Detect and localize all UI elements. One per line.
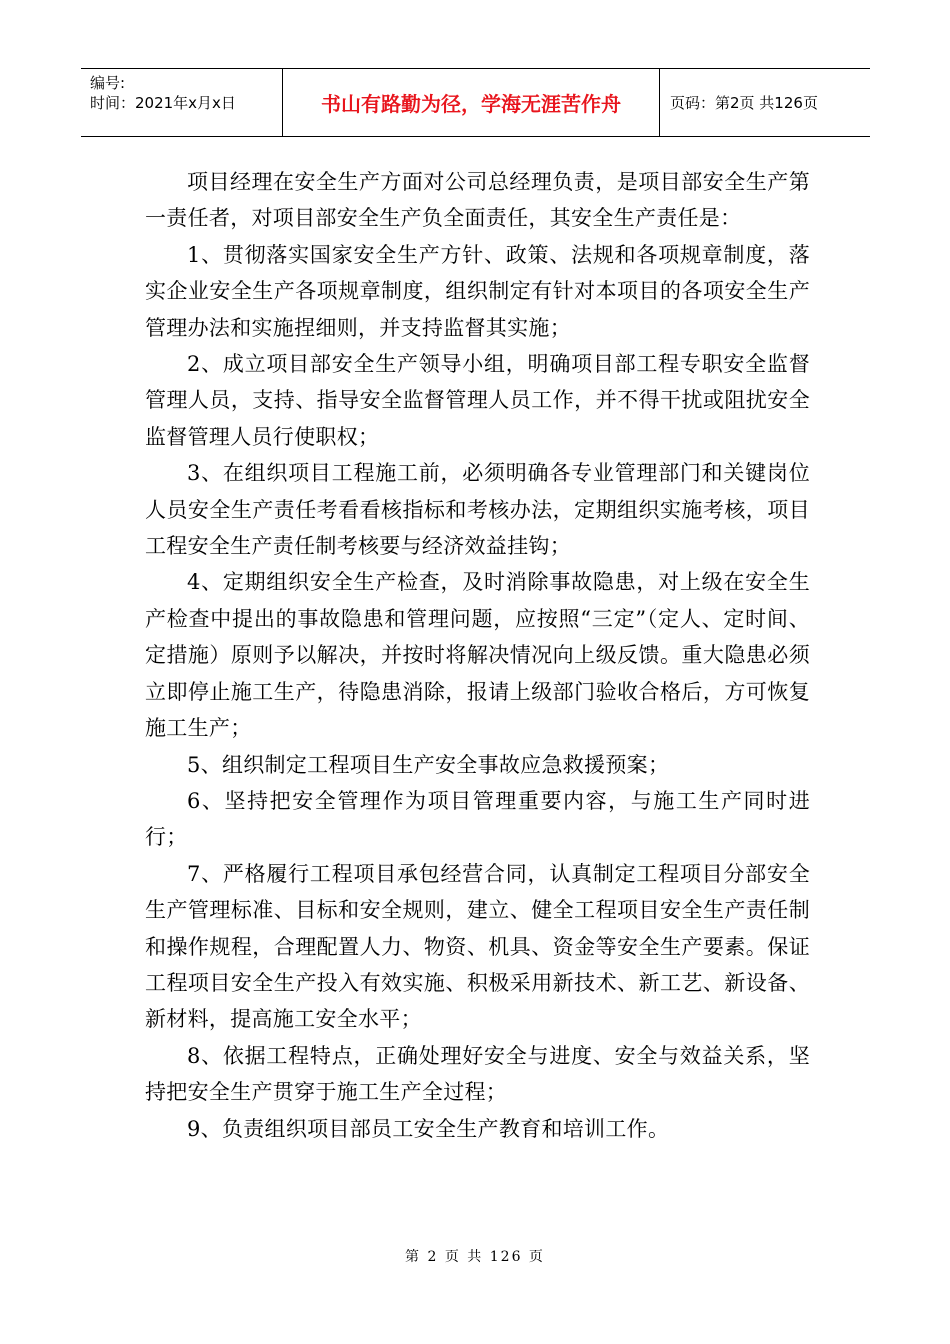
number-label: 编号: [90, 74, 126, 92]
page-header [81, 68, 870, 137]
paragraph: 项目经理在安全生产方面对公司总经理负责，是项目部安全生产第一责任者，对项目部安全生产负全面责任，其安全生产责任是： [145, 170, 810, 231]
header-motto: 书山有路勤为径，学海无涯苦作舟 [283, 69, 660, 136]
paragraph: 6、坚持把安全管理作为项目管理重要内容，与施工生产同时进行； [145, 788, 810, 850]
paragraph: 4、定期组织安全生产检查，及时消除事故隐患，对上级在安全生产检查中提出的事故隐患和管理问题，应按照“三定”（定人、定时间、定措施）原则予以解决，并按时将解决情况向上级反馈。重大隐患必须立即停止施工生产，待隐患消除，报请上级部门验收合格后，方可恢复施工生产； [145, 570, 810, 741]
time-label: 时间：2021年x月x日 [90, 94, 236, 112]
paragraph: 7、严格履行工程项目承包经营合同，认真制定工程项目分部安全生产管理标准、目标和安全规则，建立、健全工程项目安全生产责任制和操作规程，合理配置人力、物资、机具、资金等安全生产要素。保证工程项目安全生产投入有效实施、积极采用新技术、新工艺、新设备、新材料，提高施工安全水平； [145, 861, 810, 1032]
header-page-code: 页码：第2页 共126页 [670, 94, 818, 112]
header-meta [81, 69, 283, 136]
paragraph: 5、组织制定工程项目生产安全事故应急救援预案； [187, 752, 670, 777]
paragraph: 2、成立项目部安全生产领导小组，明确项目部工程专职安全监督管理人员，支持、指导安全监督管理人员工作，并不得干扰或阻扰安全监督管理人员行使职权； [145, 352, 810, 449]
paragraph: 3、在组织项目工程施工前，必须明确各专业管理部门和关键岗位人员安全生产责任考看看核指标和考核办法，定期组织实施考核，项目工程安全生产责任制考核要与经济效益挂钩； [145, 461, 810, 559]
paragraph: 9、负责组织项目部员工安全生产教育和培训工作。 [187, 1116, 670, 1141]
document-body [145, 164, 810, 1147]
page-footer: 第 2 页 共 126 页 [405, 1249, 545, 1265]
paragraph: 1、贯彻落实国家安全生产方针、政策、法规和各项规章制度，落实企业安全生产各项规章制度，组织制定有针对本项目的各项安全生产管理办法和实施捏细则，并支持监督其实施； [145, 242, 810, 340]
paragraph: 8、依据工程特点，正确处理好安全与进度、安全与效益关系，坚持把安全生产贯穿于施工生产全过程； [145, 1043, 810, 1105]
